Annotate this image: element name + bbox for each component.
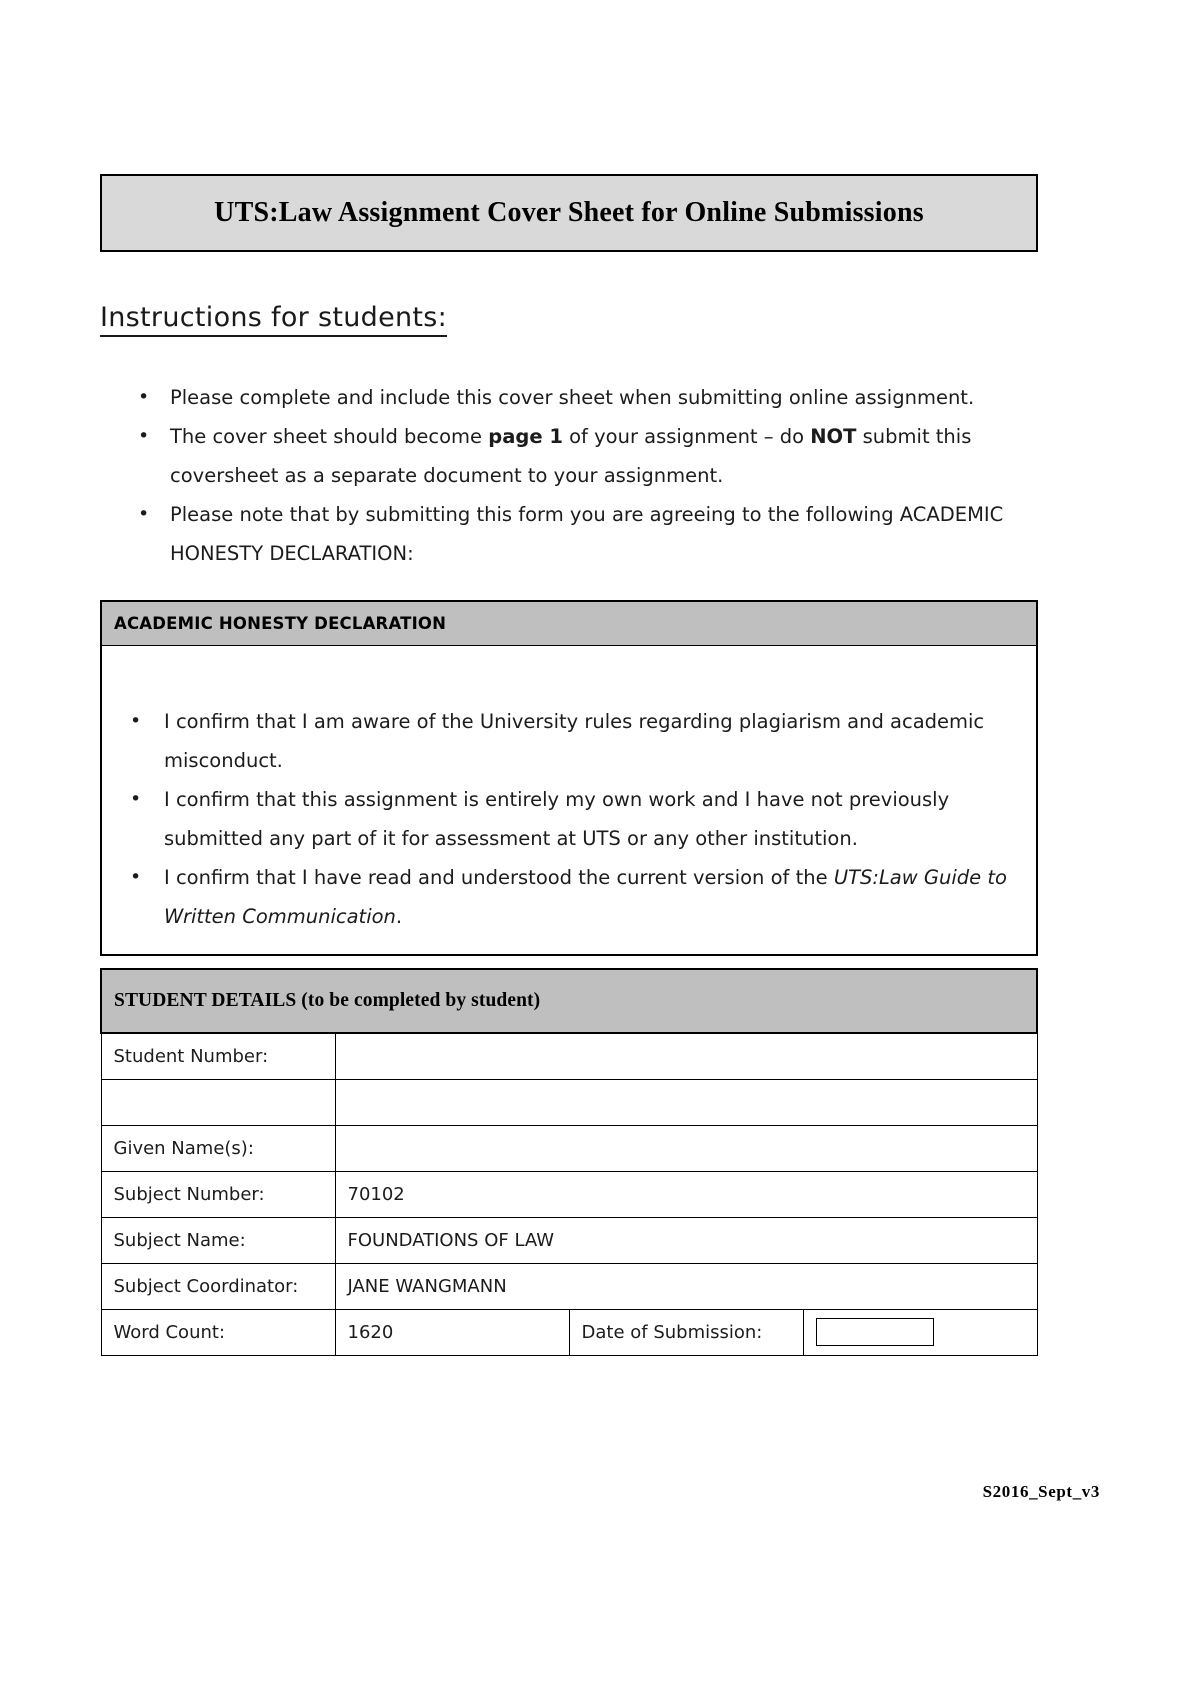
student-details-header-label: STUDENT DETAILS (to be completed by student) (101, 969, 1037, 1033)
table-row (101, 1079, 1037, 1125)
word-count-field[interactable]: 1620 (335, 1309, 569, 1355)
footer-version-label: S2016_Sept_v3 (982, 1482, 1100, 1501)
list-item (116, 780, 1022, 858)
bullet-glyph: • (138, 503, 150, 525)
subject-number-label: Subject Number: (101, 1171, 335, 1217)
given-names-label: Given Name(s): (101, 1125, 335, 1171)
table-row (101, 1171, 1037, 1217)
page-title: UTS:Law Assignment Cover Sheet for Online Submissions (214, 197, 924, 228)
declaration-text-1: I confirm that I am aware of the University rules regarding plagiarism and academic misconduct. (164, 710, 985, 772)
student-number-field[interactable] (335, 1033, 1037, 1079)
student-details-table (100, 968, 1038, 1356)
document-title-banner (100, 174, 1038, 252)
instruction-text-2: The cover sheet should become page 1 of your assignment – do NOT submit this coversheet as a separate document to your assignment. (170, 425, 972, 487)
word-count-label: Word Count: (101, 1309, 335, 1355)
list-item (100, 495, 1038, 573)
instructions-list (100, 378, 1038, 573)
list-item (116, 702, 1022, 780)
declaration-body (102, 646, 1036, 954)
bullet-glyph: • (130, 710, 142, 732)
date-of-submission-label: Date of Submission: (569, 1309, 803, 1355)
instruction-text-3: Please note that by submitting this form you are agreeing to the following ACADEMIC HONESTY DECLARATION: (170, 503, 1004, 565)
bullet-glyph: • (130, 866, 142, 888)
student-number-label: Student Number: (101, 1033, 335, 1079)
table-row (101, 1309, 1037, 1355)
instruction-text-1: Please complete and include this cover sheet when submitting online assignment. (170, 386, 975, 409)
subject-number-field[interactable]: 70102 (335, 1171, 1037, 1217)
subject-coordinator-field[interactable]: JANE WANGMANN (335, 1263, 1037, 1309)
list-item (100, 378, 1038, 417)
table-header-row (101, 969, 1037, 1033)
list-item (100, 417, 1038, 495)
date-of-submission-cell (803, 1309, 1037, 1355)
given-names-field[interactable] (335, 1125, 1037, 1171)
family-name-field[interactable] (335, 1079, 1037, 1125)
subject-coordinator-label: Subject Coordinator: (101, 1263, 335, 1309)
table-row (101, 1263, 1037, 1309)
table-row (101, 1217, 1037, 1263)
table-row (101, 1033, 1037, 1079)
subject-name-label: Subject Name: (101, 1217, 335, 1263)
declaration-text-3: I confirm that I have read and understood the current version of the UTS:Law Guide to Written Communication. (164, 866, 1007, 928)
bullet-glyph: • (138, 425, 150, 447)
table-row (101, 1125, 1037, 1171)
date-of-submission-input[interactable] (816, 1318, 934, 1346)
subject-name-field[interactable]: FOUNDATIONS OF LAW (335, 1217, 1037, 1263)
family-name-label (101, 1079, 335, 1125)
academic-honesty-declaration-box (100, 600, 1038, 956)
list-item (116, 858, 1022, 936)
bullet-glyph: • (138, 386, 150, 408)
instructions-heading: Instructions for students: (100, 303, 447, 337)
declaration-header-label: ACADEMIC HONESTY DECLARATION (114, 614, 447, 633)
declaration-header-band (102, 602, 1036, 646)
bullet-glyph: • (130, 788, 142, 810)
declaration-text-2: I confirm that this assignment is entirely my own work and I have not previously submitted any part of it for assessment at UTS or any other institution. (164, 788, 950, 850)
